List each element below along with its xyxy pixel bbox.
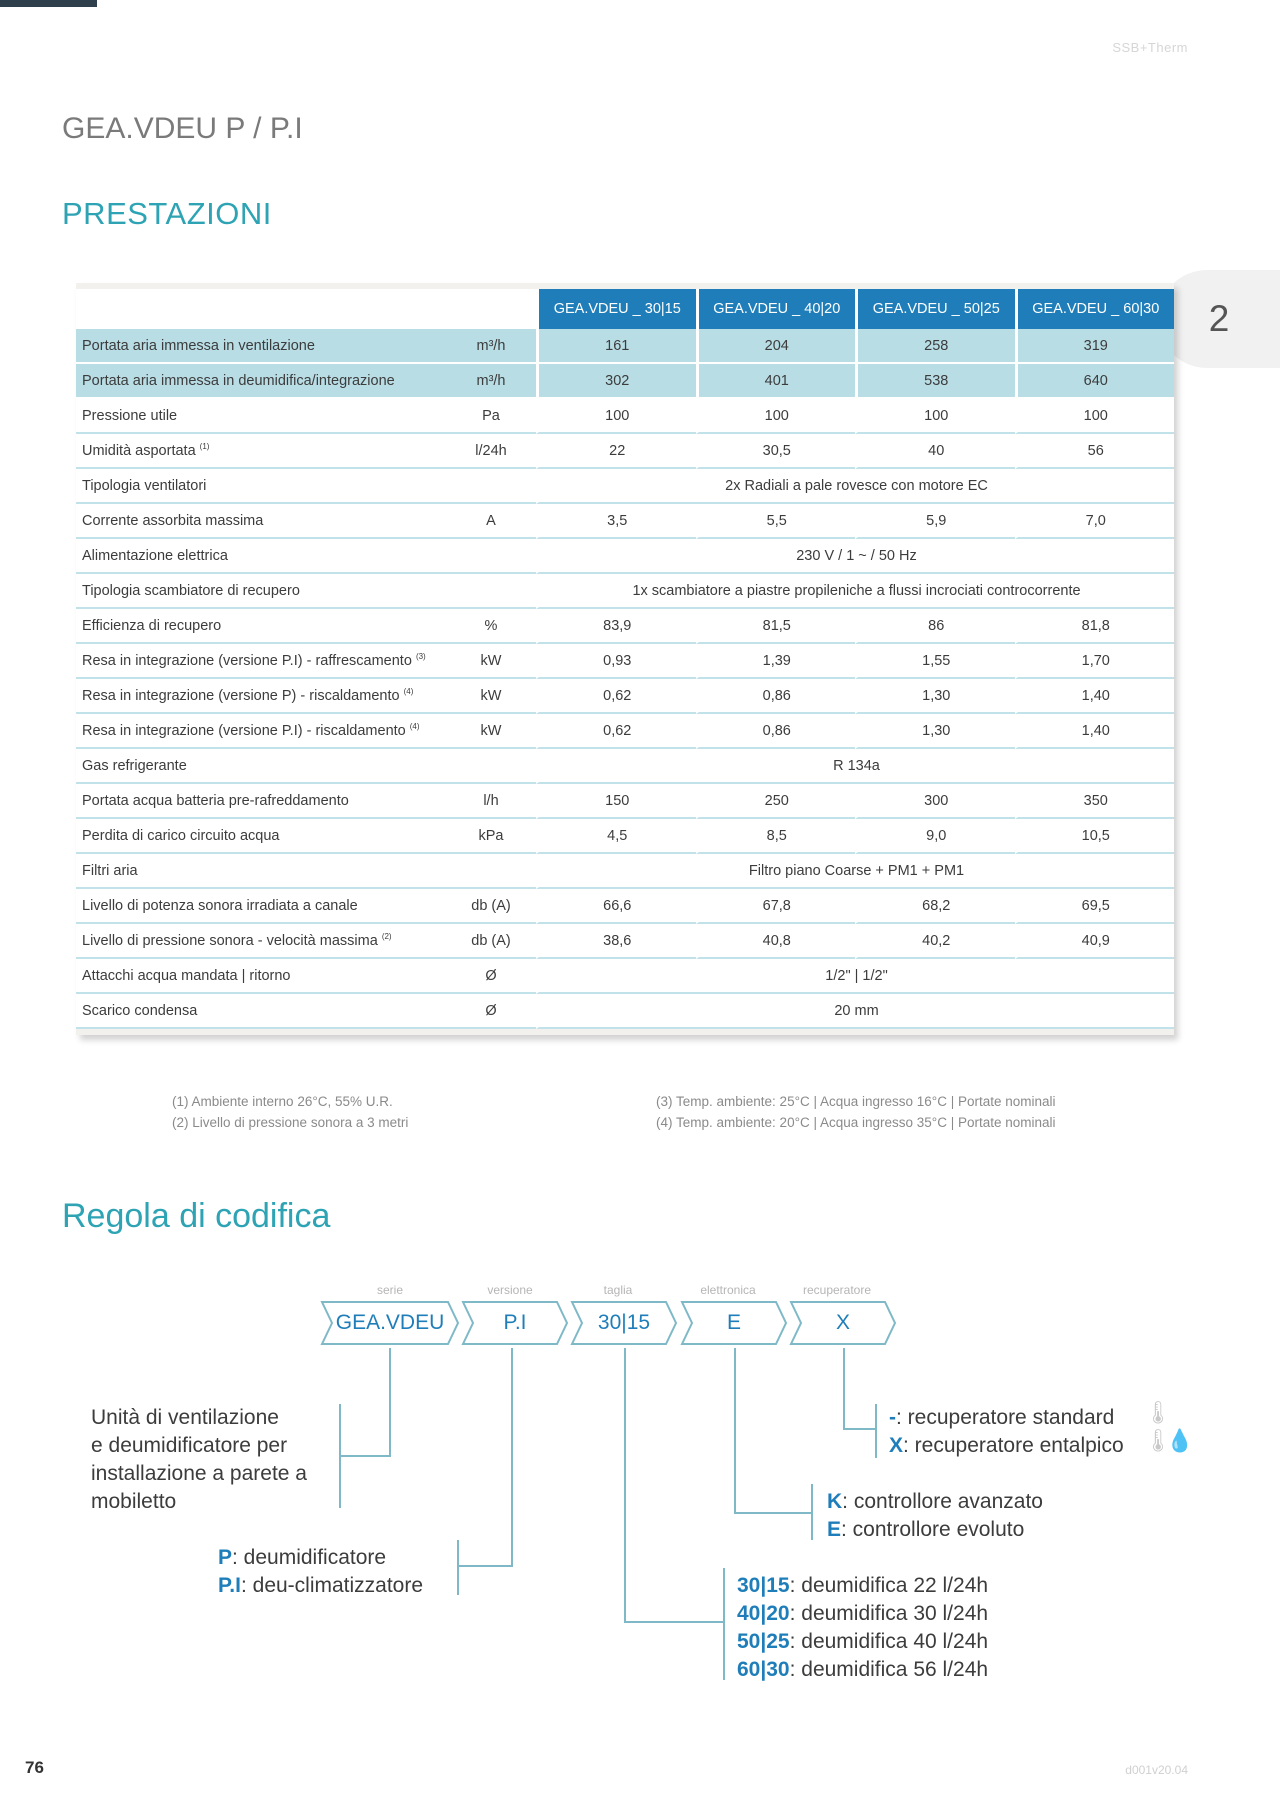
option-line: [737, 1656, 988, 1684]
option-code: 30|15: [737, 1574, 790, 1597]
document-code: d001v20.04: [1125, 1763, 1188, 1777]
row-value: 1,40: [1015, 679, 1175, 714]
segment-code: E: [726, 1311, 741, 1334]
footnote: (2) Livello di pressione sonora a 3 metri: [172, 1115, 409, 1130]
row-label: Livello di potenza sonora irradiata a canale: [76, 889, 446, 924]
option-code: 50|25: [737, 1630, 790, 1653]
row-label: Resa in integrazione (versione P.I) - raffrescamento $^{(3)}$: [76, 644, 446, 679]
row-value: 67,8: [696, 889, 856, 924]
row-value: 0,62: [536, 679, 696, 714]
connector-line: [511, 1348, 513, 1567]
option-code: P: [218, 1546, 233, 1569]
row-value: 5,9: [855, 504, 1015, 539]
option-line: [827, 1516, 1043, 1544]
table-row: [76, 644, 1174, 679]
footnotes-right: [656, 1091, 1056, 1133]
footnote: (3) Temp. ambiente: 25°C | Acqua ingresso 16°C | Portate nominali: [656, 1094, 1056, 1109]
table-header-row: [76, 289, 1174, 329]
elettronica-options: [827, 1488, 1043, 1544]
row-label: Gas refrigerante: [76, 749, 446, 784]
option-line: [827, 1488, 1043, 1516]
top-accent-bar: [0, 0, 97, 7]
footnote-ref: (4): [403, 687, 414, 697]
row-label: Tipologia ventilatori: [76, 469, 446, 504]
row-value: 8,5: [696, 819, 856, 854]
row-value: 640: [1015, 364, 1175, 399]
description-line: e deumidificatore per: [91, 1434, 288, 1457]
row-unit: l/24h: [446, 434, 536, 469]
row-unit: [446, 539, 536, 574]
description-line: Unità di ventilazione: [91, 1406, 279, 1429]
row-value: 81,5: [696, 609, 856, 644]
table-row: [76, 819, 1174, 854]
row-value: 81,8: [1015, 609, 1175, 644]
row-value: 0,93: [536, 644, 696, 679]
connector-line: [723, 1568, 725, 1680]
table-row: [76, 749, 1174, 784]
row-unit: kW: [446, 679, 536, 714]
segment-serie: [320, 1300, 460, 1346]
row-unit: kW: [446, 714, 536, 749]
table-row: [76, 959, 1174, 994]
row-value-span: 2x Radiali a pale rovesce con motore EC: [536, 469, 1174, 504]
row-value: 1,40: [1015, 714, 1175, 749]
footnote-ref: (4): [409, 722, 420, 732]
segment-caption: recuperatore: [802, 1283, 872, 1297]
row-value: 302: [536, 364, 696, 399]
row-value: 4,5: [536, 819, 696, 854]
table-row: [76, 854, 1174, 889]
row-unit: [446, 574, 536, 609]
table-row: [76, 434, 1174, 469]
option-line: [889, 1404, 1124, 1432]
row-value: 40: [855, 434, 1015, 469]
connector-line: [624, 1621, 724, 1623]
chapter-tab: 2: [1158, 270, 1280, 368]
row-value: 100: [1015, 399, 1175, 434]
table-row: [76, 504, 1174, 539]
row-unit: Ø: [446, 994, 536, 1029]
row-value: 100: [696, 399, 856, 434]
row-label: Attacchi acqua mandata | ritorno: [76, 959, 446, 994]
table-row: [76, 539, 1174, 574]
row-value: 38,6: [536, 924, 696, 959]
option-code: 40|20: [737, 1602, 790, 1625]
brand-logo: SSB+Therm: [1112, 40, 1188, 55]
row-label: Portata acqua batteria pre-rafreddamento: [76, 784, 446, 819]
segment-caption: elettronica: [700, 1283, 756, 1297]
connector-line: [341, 1455, 391, 1457]
row-unit: [446, 749, 536, 784]
row-unit: db (A): [446, 924, 536, 959]
row-value: 150: [536, 784, 696, 819]
footnote-ref: (1): [199, 442, 210, 452]
connector-line: [875, 1404, 877, 1458]
footnote: (4) Temp. ambiente: 20°C | Acqua ingresso 35°C | Portate nominali: [656, 1115, 1056, 1130]
option-line: [218, 1572, 423, 1600]
row-value: 3,5: [536, 504, 696, 539]
row-value: 1,30: [855, 679, 1015, 714]
column-header: GEA.VDEU _ 60|30: [1015, 289, 1175, 329]
option-text: : recuperatore standard: [896, 1406, 1115, 1429]
connector-line: [339, 1404, 341, 1508]
column-header: GEA.VDEU _ 50|25: [855, 289, 1015, 329]
row-unit: %: [446, 609, 536, 644]
row-label: Umidità asportata $^{(1)}$: [76, 434, 446, 469]
row-value: 1,55: [855, 644, 1015, 679]
option-line: [889, 1432, 1124, 1460]
versione-options: [218, 1544, 423, 1600]
row-value: 204: [696, 329, 856, 364]
footnotes-left: [172, 1091, 408, 1133]
row-label: Scarico condensa: [76, 994, 446, 1029]
header-blank: [76, 289, 446, 329]
row-value: 350: [1015, 784, 1175, 819]
segment-code: P.I: [503, 1311, 527, 1334]
option-text: : deumidifica 30 l/24h: [789, 1602, 989, 1625]
footnote-ref: (3): [415, 652, 426, 662]
row-value: 1,39: [696, 644, 856, 679]
row-value: 0,86: [696, 714, 856, 749]
row-unit: db (A): [446, 889, 536, 924]
option-line: [218, 1544, 423, 1572]
option-code: P.I: [218, 1574, 241, 1597]
row-value: 1,70: [1015, 644, 1175, 679]
row-value: 319: [1015, 329, 1175, 364]
row-label: Alimentazione elettrica: [76, 539, 446, 574]
option-text: : controllore evoluto: [841, 1518, 1025, 1541]
row-value: 86: [855, 609, 1015, 644]
row-value: 7,0: [1015, 504, 1175, 539]
row-value-span: 1/2" | 1/2": [536, 959, 1174, 994]
row-value-span: 230 V / 1 ~ / 50 Hz: [536, 539, 1174, 574]
option-code: K: [827, 1490, 843, 1513]
table-row: [76, 889, 1174, 924]
connector-line: [624, 1348, 626, 1623]
row-unit: m³/h: [446, 329, 536, 364]
row-value: 258: [855, 329, 1015, 364]
row-unit: kW: [446, 644, 536, 679]
recuperatore-options: [889, 1404, 1124, 1460]
row-value: 538: [855, 364, 1015, 399]
row-value: 1,30: [855, 714, 1015, 749]
row-value: 5,5: [696, 504, 856, 539]
segment-versione: [461, 1300, 569, 1346]
segment-caption: serie: [376, 1283, 403, 1297]
segment-recuperatore: [789, 1300, 897, 1346]
option-code: X: [889, 1434, 904, 1457]
thermometer-icon: 🌡: [1144, 1428, 1172, 1453]
segment-taglia: [570, 1300, 678, 1346]
header-unit-blank: [446, 289, 536, 329]
row-value-span: Filtro piano Coarse + PM1 + PM1: [536, 854, 1174, 889]
taglia-options: [737, 1572, 988, 1684]
row-label: Resa in integrazione (versione P.I) - riscaldamento $^{(4)}$: [76, 714, 446, 749]
segment-code: GEA.VDEU: [335, 1311, 445, 1334]
row-unit: kPa: [446, 819, 536, 854]
segment-code: 30|15: [597, 1311, 651, 1334]
row-label: Portata aria immessa in ventilazione: [76, 329, 446, 364]
page-number: 76: [25, 1758, 44, 1777]
option-code: 60|30: [737, 1658, 790, 1681]
row-value: 10,5: [1015, 819, 1175, 854]
product-title: GEA.VDEU P / P.I: [62, 112, 303, 145]
row-label: Filtri aria: [76, 854, 446, 889]
connector-line: [843, 1428, 876, 1430]
table-row: [76, 924, 1174, 959]
thermometer-icon: 🌡: [1144, 1400, 1172, 1425]
column-header: GEA.VDEU _ 30|15: [536, 289, 696, 329]
row-value: 100: [536, 399, 696, 434]
option-line: [737, 1572, 988, 1600]
row-unit: Pa: [446, 399, 536, 434]
performance-table-container: [76, 283, 1174, 1035]
row-label: Resa in integrazione (versione P) - riscaldamento $^{(4)}$: [76, 679, 446, 714]
row-label: Portata aria immessa in deumidifica/integrazione: [76, 364, 446, 399]
connector-line: [843, 1348, 845, 1430]
row-unit: [446, 469, 536, 504]
row-value: 161: [536, 329, 696, 364]
row-value: 0,62: [536, 714, 696, 749]
connector-line: [389, 1348, 391, 1455]
option-line: [737, 1600, 988, 1628]
coding-rule-title: Regola di codifica: [62, 1197, 331, 1235]
row-unit: A: [446, 504, 536, 539]
segment-elettronica: [680, 1300, 788, 1346]
table-row: [76, 469, 1174, 504]
table-row: [76, 784, 1174, 819]
row-value: 56: [1015, 434, 1175, 469]
row-value: 68,2: [855, 889, 1015, 924]
row-value: 30,5: [696, 434, 856, 469]
row-value: 40,8: [696, 924, 856, 959]
segment-code: X: [835, 1311, 850, 1334]
table-row: [76, 714, 1174, 749]
row-value-span: 1x scambiatore a piastre propileniche a flussi incrociati controcorrente: [536, 574, 1174, 609]
option-code: -: [889, 1406, 896, 1429]
row-unit: l/h: [446, 784, 536, 819]
row-label: Efficienza di recupero: [76, 609, 446, 644]
serie-description: [91, 1404, 307, 1516]
row-value: 0,86: [696, 679, 856, 714]
table-row: [76, 574, 1174, 609]
table-row: [76, 994, 1174, 1029]
row-value: 22: [536, 434, 696, 469]
option-text: : deumidifica 40 l/24h: [789, 1630, 989, 1653]
row-unit: [446, 854, 536, 889]
table-row: [76, 399, 1174, 434]
row-label: Perdita di carico circuito acqua: [76, 819, 446, 854]
row-value: 69,5: [1015, 889, 1175, 924]
row-label: Tipologia scambiatore di recupero: [76, 574, 446, 609]
row-unit: Ø: [446, 959, 536, 994]
row-value-span: 20 mm: [536, 994, 1174, 1029]
column-header: GEA.VDEU _ 40|20: [696, 289, 856, 329]
performance-table: [76, 289, 1174, 1029]
connector-line: [734, 1512, 812, 1514]
segment-caption: versione: [487, 1283, 533, 1297]
row-value: 9,0: [855, 819, 1015, 854]
option-text: : deumidificatore: [232, 1546, 387, 1569]
table-row: [76, 329, 1174, 364]
row-value: 300: [855, 784, 1015, 819]
table-row: [76, 609, 1174, 644]
description-line: installazione a parete a: [91, 1462, 307, 1485]
footnote-ref: (2): [381, 932, 392, 942]
row-value: 100: [855, 399, 1015, 434]
row-label: Corrente assorbita massima: [76, 504, 446, 539]
option-line: [737, 1628, 988, 1656]
section-title: PRESTAZIONI: [62, 196, 272, 231]
connector-line: [811, 1484, 813, 1540]
description-line: mobiletto: [91, 1490, 177, 1513]
option-text: : recuperatore entalpico: [903, 1434, 1124, 1457]
water-drop-icon: 💧: [1166, 1428, 1194, 1453]
row-value: 40,2: [855, 924, 1015, 959]
row-value: 401: [696, 364, 856, 399]
option-text: : deumidifica 56 l/24h: [789, 1658, 989, 1681]
connector-line: [457, 1540, 459, 1595]
row-value: 250: [696, 784, 856, 819]
row-value-span: R 134a: [536, 749, 1174, 784]
table-row: [76, 364, 1174, 399]
row-label: Pressione utile: [76, 399, 446, 434]
row-unit: m³/h: [446, 364, 536, 399]
connector-line: [734, 1348, 736, 1514]
option-text: : controllore avanzato: [842, 1490, 1043, 1513]
option-text: : deu-climatizzatore: [240, 1574, 424, 1597]
row-value: 66,6: [536, 889, 696, 924]
segment-caption: taglia: [603, 1283, 633, 1297]
footnote: (1) Ambiente interno 26°C, 55% U.R.: [172, 1094, 393, 1109]
table-row: [76, 679, 1174, 714]
option-text: : deumidifica 22 l/24h: [789, 1574, 989, 1597]
row-value: 40,9: [1015, 924, 1175, 959]
connector-line: [458, 1565, 513, 1567]
row-value: 83,9: [536, 609, 696, 644]
row-label: Livello di pressione sonora - velocità massima $^{(2)}$: [76, 924, 446, 959]
option-code: E: [827, 1518, 842, 1541]
